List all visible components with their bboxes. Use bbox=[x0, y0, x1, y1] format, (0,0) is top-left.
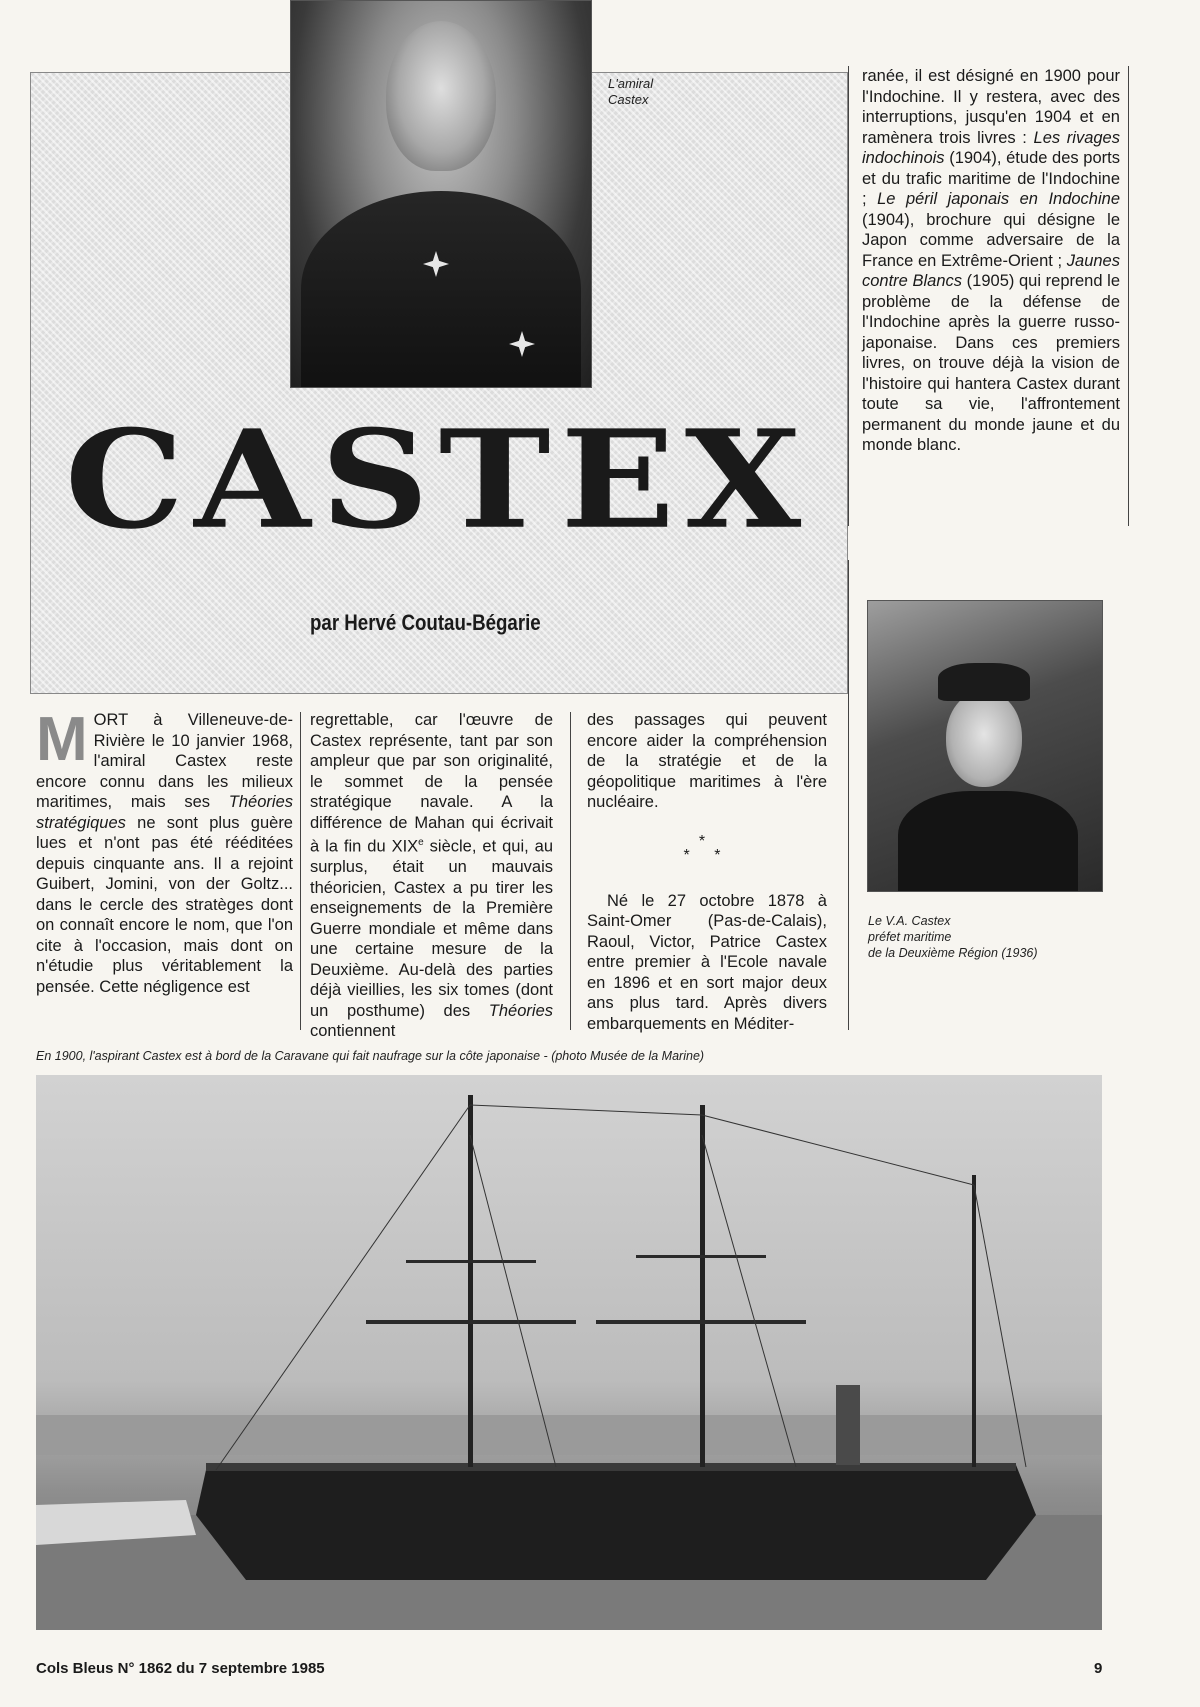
column-rule bbox=[570, 712, 571, 1030]
text-run: ne sont plus guère lues et n'ont pas été rééditées depuis cinquante ans. Il a rejoint Guibert, Jomini, von der Goltz... dans le cercle des stratèges dont on connaît encore le nom, que l'on cite à l'occasion, mais dont on n'étudie plus véritablement la pensée. Cette négligence est bbox=[36, 813, 293, 996]
ship-hull bbox=[196, 1465, 1036, 1580]
funnel bbox=[836, 1385, 860, 1465]
book-title: Jaunes contre Blancs bbox=[862, 251, 1120, 290]
prefet-coat bbox=[898, 791, 1078, 892]
asterism-bottom: * * bbox=[683, 846, 731, 864]
photo-prefet-maritime bbox=[867, 600, 1103, 892]
article-column-1 bbox=[36, 705, 293, 997]
yard bbox=[406, 1260, 536, 1263]
yard bbox=[636, 1255, 766, 1258]
book-title: Théories bbox=[488, 1001, 553, 1020]
column-rule bbox=[1128, 66, 1129, 526]
mast bbox=[468, 1095, 473, 1467]
article-column-2 bbox=[310, 710, 553, 1042]
column-rule bbox=[848, 560, 849, 1030]
rigging bbox=[702, 1115, 974, 1185]
article-headline: CASTEX bbox=[64, 400, 812, 560]
article-column-4 bbox=[862, 66, 1120, 456]
superscript: e bbox=[418, 837, 424, 848]
text-run: regrettable, car l'œuvre de Castex représente, tant par son ampleur que par son originalité, le sommet de la pensée stratégique navale. A la différence de Mahan qui écrivait à la fin du XIX bbox=[310, 711, 553, 856]
portrait-face bbox=[386, 21, 496, 171]
book-title: Théories stratégiques bbox=[36, 793, 293, 832]
column-rule bbox=[300, 712, 301, 1030]
mast bbox=[700, 1105, 705, 1467]
drop-cap: M bbox=[36, 705, 88, 774]
portrait-caption bbox=[608, 76, 758, 108]
yard bbox=[366, 1320, 576, 1324]
yard bbox=[596, 1320, 806, 1324]
portrait-coat bbox=[301, 191, 581, 387]
ship-photo-caption: En 1900, l'aspirant Castex est à bord de la Caravane qui fait naufrage sur la côte japonaise - (photo Musée de la Marine) bbox=[36, 1049, 705, 1063]
article-byline: par Hervé Coutau-Bégarie bbox=[310, 610, 541, 635]
prefet-caption bbox=[868, 913, 1108, 961]
column-rule bbox=[848, 66, 849, 526]
portrait-caption-line: L'amiral bbox=[608, 76, 654, 91]
paragraph bbox=[36, 705, 293, 997]
article-column-3 bbox=[587, 710, 827, 1034]
text-run: ORT à Villeneuve-de-Rivière le 10 janvier 1968, l'amiral Castex reste encore connu dans les milieux maritimes, mais ses bbox=[36, 711, 293, 811]
ship-illustration bbox=[36, 1075, 1102, 1630]
mast bbox=[972, 1175, 976, 1467]
rigging bbox=[470, 1105, 702, 1115]
footer-magazine-issue: Cols Bleus N° 1862 du 7 septembre 1985 bbox=[36, 1660, 325, 1677]
ship-deck bbox=[206, 1463, 1016, 1471]
portrait-caption-line: Castex bbox=[608, 92, 649, 107]
portrait-photo-amiral bbox=[290, 0, 592, 388]
book-title: Le péril japonais en Indochine bbox=[877, 190, 1121, 208]
text-run: ranée, il est désigné en 1900 pour l'Indochine. Il y restera, avec des interruptions, jusqu'en 1904 et en ramènera trois livres : bbox=[862, 67, 1120, 147]
text-run: (1905) qui reprend le problème de la défense de l'Indochine après la guerre russo-japonaise. Dans ces premiers livres, on trouve déjà la vision de l'histoire qui hantera Castex durant toute sa vie, l'affrontement permanent du monde jaune et du monde blanc. bbox=[862, 272, 1121, 454]
paragraph bbox=[310, 710, 553, 1042]
prefet-face bbox=[946, 691, 1022, 787]
text-run: (1904), brochure qui désigne le Japon comme adversaire de la France en Extrême-Orient ; bbox=[862, 210, 1120, 270]
footer-page-number: 9 bbox=[1094, 1660, 1103, 1677]
book-title: Les rivages indochinois bbox=[862, 128, 1120, 167]
prefet-caption-line: Le V.A. Castex bbox=[868, 914, 951, 928]
asterism-top: * bbox=[698, 832, 716, 850]
paragraph bbox=[862, 66, 1120, 456]
prefet-caption-line: préfet maritime bbox=[868, 930, 952, 944]
photo-ship-caravane bbox=[36, 1075, 1102, 1630]
text-run: siècle, et qui, au surplus, était un mauvais théoricien, Castex a pu tirer les enseignements de la Première Guerre mondiale et même dans une certaine mesure de la Deuxième. Au-delà des parties déjà vieillies, les six tomes (dont un posthume) des bbox=[310, 837, 553, 1020]
prefet-cap bbox=[938, 663, 1030, 701]
paragraph: des passages qui peuvent encore aider la compréhension de la stratégie et de la géopolitique maritimes à l'ère nucléaire. bbox=[587, 711, 827, 811]
shoreline bbox=[36, 1415, 1102, 1455]
prefet-caption-line: de la Deuxième Région (1936) bbox=[868, 946, 1038, 960]
paragraph: Né le 27 octobre 1878 à Saint-Omer (Pas-de-Calais), Raoul, Victor, Patrice Castex entre premier à l'Ecole navale en 1896 et en sort major deux ans plus tard. Après divers embarquements en Méditer- bbox=[587, 891, 827, 1033]
text-run: (1904), étude des ports et du trafic maritime de l'Indochine ; bbox=[862, 149, 1120, 208]
text-run: contiennent bbox=[310, 1022, 396, 1040]
section-separator bbox=[587, 832, 827, 864]
